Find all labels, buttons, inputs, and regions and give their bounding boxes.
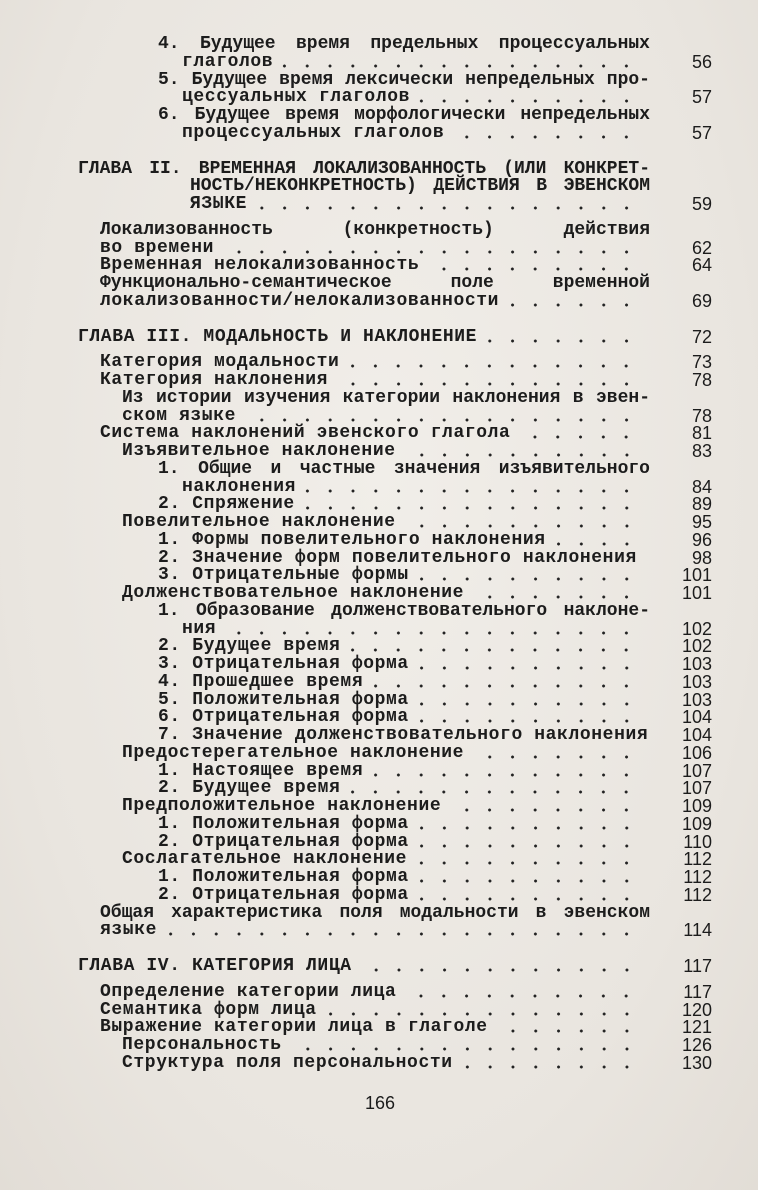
dot-leader [417,879,638,883]
toc-entry-line [158,565,712,586]
dot-leader [404,453,638,457]
dot-leader [371,684,638,688]
dot-leader [485,339,638,343]
toc-page-number: 117 [683,956,712,976]
toc-entry-text: 4. Будущее время предельных процессуальных [158,34,650,54]
toc-page-number: 89 [691,494,712,515]
toc-entry-text: 1. Настоящее время [158,760,364,781]
toc-entry-line [100,237,712,258]
toc-page-number: 126 [681,1035,712,1055]
dot-leader [417,702,638,706]
dot-leader [336,382,638,386]
toc-entry-line [158,547,712,568]
toc-entry-line [100,274,650,292]
toc-entry-line [182,618,712,639]
toc-page-number: 114 [683,920,712,941]
toc-entry-line [122,583,712,603]
toc-page-number: 109 [681,813,712,834]
dot-leader [304,489,638,493]
toc-page-number: 98 [691,547,712,568]
dot-leader [417,577,638,581]
toc-entry-text: Категория модальности [100,352,340,373]
toc-entry-line [158,494,712,515]
toc-entry-text: Определение категории лица [100,981,397,1002]
dot-leader [452,135,638,139]
toc-entry-text: 1. Формы повелительного наклонения [158,529,546,550]
toc-page-number: 81 [691,423,712,444]
toc-entry-text: НОСТЬ/НЕКОНКРЕТНОСТЬ) ДЕЙСТВИЯ В ЭВЕНСКОМ [190,176,650,197]
toc-entry-line [100,370,712,390]
toc-page-number: 117 [683,981,712,1002]
toc-page-number: 107 [681,778,712,799]
toc-entry-text: ГЛАВА II. ВРЕМЕННАЯ ЛОКАЛИЗОВАННОСТЬ (ИЛИ КОНКРЕТ- [78,158,650,179]
toc-entry-text: ЯЗЫКЕ [190,194,248,214]
toc-entry-line [100,290,712,311]
toc-entry-line [182,87,712,108]
toc-page-number: 121 [681,1017,712,1038]
toc-entry-text: ния [182,618,217,639]
chapter-heading-line [78,956,712,976]
dot-leader [281,64,638,68]
toc-page-number: 120 [681,999,712,1020]
toc-entry-line [158,707,712,728]
toc-page-number: 103 [681,689,712,710]
toc-entry-line [158,529,712,550]
dot-leader [417,844,638,848]
toc-entry-text: Общая характеристика поля модальности в эвенском [100,902,650,923]
toc-page-number: 57 [691,87,712,108]
toc-entry-line [100,221,650,239]
toc-entry-text: Повелительное наклонение [122,512,396,532]
chapter-heading-line [78,160,650,178]
toc-entry-text: 6. Отрицательная форма [158,707,409,728]
toc-entry-text: 1. Положительная форма [158,813,409,834]
toc-entry-text: Структура поля персональности [122,1052,453,1073]
toc-entry-text: Категория наклонения [100,370,329,390]
toc-page-number: 57 [691,122,712,143]
chapter-heading-line [190,194,712,214]
toc-entry-text: наклонения [182,476,297,497]
toc-page-number: 104 [681,725,712,745]
page-number: 166 [364,1093,396,1113]
dot-leader [472,595,638,599]
toc-entry-text: Предположительное наклонение [122,796,442,816]
toc-page-number: 109 [681,796,712,816]
dot-leader [325,1012,638,1016]
toc-page-number: 56 [691,51,712,72]
toc-entry-line [158,654,712,674]
toc-entry-line [158,71,650,89]
toc-entry-text: Выражение категории лица в глаголе [100,1017,488,1038]
toc-page-number: 112 [683,884,712,905]
toc-entry-text: 2. Отрицательная форма [158,831,409,852]
dot-leader [417,897,638,901]
dot-leader [417,826,638,830]
dot-leader [461,1065,638,1069]
toc-entry-line [182,51,712,72]
toc-entry-line [182,476,712,497]
toc-page-number: 78 [691,370,712,390]
chapter-heading-line [78,326,712,347]
toc-entry-line [158,725,712,745]
toc-page-number: 69 [691,290,712,311]
toc-entry-text: 1. Образование долженствовательного наклоне- [158,600,650,621]
toc-page-number: 62 [691,237,712,258]
dot-leader [518,435,638,439]
toc-entry-text: 2. Будущее время [158,778,341,799]
toc-entry-text: 2. Будущее время [158,636,341,657]
toc-entry-text: 4. Прошедшее время [158,671,364,692]
toc-page-number: 112 [683,867,712,887]
toc-page-number: 84 [691,476,712,497]
toc-entry-text: ском языке [122,405,237,426]
toc-entry-line [158,689,712,710]
toc-entry-text: процессуальных глаголов [182,122,445,143]
toc-entry-text: Локализованность (конкретность) действия [100,219,650,240]
toc-entry-line [122,405,712,426]
toc-entry-text: Семантика форм лица [100,999,317,1020]
toc-entry-line [158,831,712,852]
toc-entry-line [122,742,712,763]
toc-page-number: 59 [691,194,712,214]
toc-page-number: 102 [681,618,712,639]
dot-leader [417,666,638,670]
toc-entry-text: 6. Будущее время морфологически непредельных [158,105,650,125]
toc-page-number: 95 [691,512,712,532]
toc-entry-text: во времени [100,237,215,258]
dot-leader [303,506,638,510]
toc-entry-line [158,884,712,905]
dot-leader [165,932,638,936]
chapter-heading-line [190,177,650,195]
toc-entry-text: 3. Отрицательные формы [158,565,409,586]
toc-entry-text: Функционально-семантическое поле временной [100,273,650,293]
toc-entry-text: 1. Общие и частные значения изъявительного [158,458,650,479]
dot-leader [418,99,638,103]
dot-leader [427,267,638,271]
toc-entry-line [158,106,650,124]
toc-entry-line [122,796,712,816]
toc-entry-text: Персональность [122,1035,282,1055]
toc-entry-line [158,760,712,781]
toc-page-number: 101 [681,565,712,586]
toc-entry-line [100,920,712,941]
toc-entry-line [100,981,712,1002]
toc-page-number: 130 [681,1052,712,1073]
toc-entry-line [100,423,712,444]
toc-page-number: 78 [691,405,712,426]
toc-entry-line [158,602,650,620]
toc-entry-text: Временная нелокализованность [100,255,420,276]
dot-leader [244,418,638,422]
toc-entry-line [122,1052,712,1073]
toc-entry-text: 5. Будущее время лексически непредельных про- [158,69,650,90]
dot-leader [224,631,638,635]
toc-entry-text: языке [100,920,158,941]
dot-leader [404,994,638,998]
toc-page-number: 112 [683,849,712,870]
toc-page-number: 96 [691,529,712,550]
toc-entry-text: ГЛАВА IV. КАТЕГОРИЯ ЛИЦА [78,956,352,976]
toc-entry-text: цессуальных глаголов [182,87,411,108]
toc-entry-line [158,813,712,834]
toc-entry-line [100,255,712,276]
dot-leader [449,808,638,812]
dot-leader [507,303,638,307]
toc-entry-line [122,441,712,461]
toc-entry-text: локализованности/нелокализованности [100,290,500,311]
toc-entry-text: Изъявительное наклонение [122,441,396,461]
toc-page-number: 64 [691,255,712,276]
toc-entry-text: ГЛАВА III. МОДАЛЬНОСТЬ И НАКЛОНЕНИЕ [78,326,478,347]
toc-entry-text: 3. Отрицательная форма [158,654,409,674]
dot-leader [371,773,638,777]
toc-entry-text: Сослагательное наклонение [122,849,408,870]
dot-leader [472,755,638,759]
toc-page-number: 107 [681,760,712,781]
toc-entry-text: Система наклонений эвенского глагола [100,423,511,444]
toc-page-number: 106 [681,742,712,763]
toc-entry-text: Предостерегательное наклонение [122,742,465,763]
toc-entry-line [158,671,712,692]
toc-entry-text: 2. Спряжение [158,494,295,515]
toc-entry-line [100,999,712,1020]
toc-entry-line [100,904,650,922]
toc-entry-line [158,636,712,657]
dot-leader [554,542,638,546]
toc-entry-text: Долженствовательное наклонение [122,583,465,603]
toc-entry-text: Из истории изучения категории наклонения в эвен- [122,387,650,408]
toc-entry-line [122,512,712,532]
toc-page-number: 104 [681,707,712,728]
dot-leader [404,524,638,528]
toc-entry-line [100,352,712,373]
toc-page-number: 103 [681,654,712,674]
toc-page-number: 103 [681,671,712,692]
toc-entry-line [122,389,650,407]
toc-entry-line [122,849,712,870]
toc-entry-line [158,778,712,799]
toc-entry-line [100,1017,712,1038]
toc-entry-text: 7. Значение долженствовательного наклонения [158,725,649,745]
toc-entry-text: 5. Положительная форма [158,689,409,710]
dot-leader [290,1047,638,1051]
toc-entry-line [122,1035,712,1055]
dot-leader [348,790,638,794]
toc-page-number: 101 [681,583,712,603]
toc-page-number: 73 [691,352,712,373]
dot-leader [255,206,638,210]
toc-entry-line [158,460,650,478]
dot-leader [417,719,638,723]
dot-leader [360,968,638,972]
toc-entry-line [158,35,650,53]
toc-entry-line [182,122,712,143]
toc-page-number: 83 [691,441,712,461]
toc-page-number: 102 [681,636,712,657]
toc-page-number: 110 [683,831,712,852]
dot-leader [496,1029,638,1033]
dot-leader [348,648,638,652]
dot-leader [415,861,638,865]
dot-leader [347,364,638,368]
dot-leader [222,250,638,254]
toc-entry-text: 2. Значение форм повелительного наклонения [158,547,637,568]
toc-entry-text: 1. Положительная форма [158,867,409,887]
toc-entry-line [158,867,712,887]
toc-page-number: 72 [691,326,712,347]
toc-entry-text: 2. Отрицательная форма [158,884,409,905]
toc-entry-text: глаголов [182,51,274,72]
